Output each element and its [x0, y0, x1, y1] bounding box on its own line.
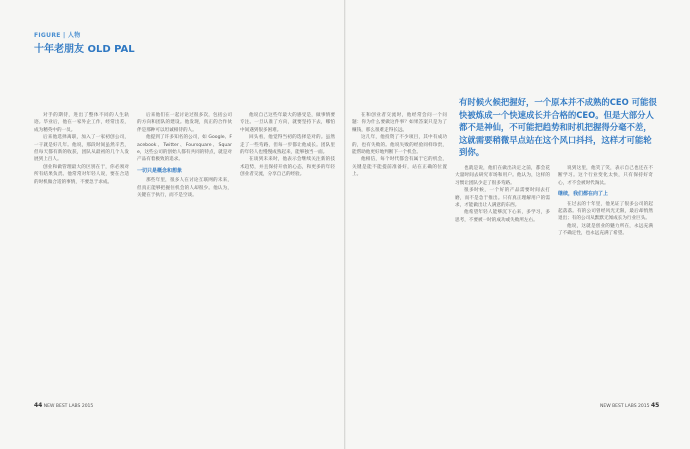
- paragraph: 后来他们在一起讨论过很多次，包括公司的方向和团队的建设。他发现，真正的合作伙伴是那种可以坦诚相待的人。: [137, 113, 232, 133]
- pull-quote: 有时候火候把握好，一个原本并不成熟的CEO 可能很快被炼成一个快速成长并合格的CEO。但是大部分人都不是神仙，不可能把趋势和时机把握得分毫不差，这就需要稍微早点站在这个风口抖抖，这样才可能轮到你。: [459, 97, 657, 157]
- paragraph: 后来他选择离职，加入了一家初创公司，一干就是好几年。他说，那段时间虽然辛苦，但每天都有新的收获，团队从最初的几个人发展到上百人。: [34, 135, 129, 163]
- right-footer: [600, 402, 659, 414]
- left-column-1: [34, 112, 129, 397]
- left-footer: [34, 402, 93, 414]
- paragraph: 他相信，每个时代都会有属于它的机会，关键是能不能提前准备好，站在正确的位置上。: [352, 157, 447, 178]
- left-column-3: [240, 112, 335, 397]
- footer-info: NEW BEST LABS 2015: [600, 404, 650, 409]
- paragraph: 对手的期待，进出了整体不同的人生轨迹。毕业后，他在一家外企工作，经常出差，成为精英中的一员。: [34, 113, 129, 133]
- paragraph: 他提到了许多知名的公司，如 Google、Facebook、Twitter、Foursquare、Square，这些公司的创始人都有共同的特点，就是对产品有着极致的追求。: [137, 135, 232, 163]
- left-column-2: [137, 112, 232, 397]
- section-heading: 一切只是概念和想象: [137, 167, 183, 174]
- section-tag: FIGURE | 人物: [34, 32, 81, 39]
- paragraph: 那些年里，很多人在讨论互联网的未来，但真正能够把握住机会的人却很少。他认为，关键在于执行，而不是空谈。: [137, 178, 232, 199]
- paragraph: 回头看，他觉得当初的选择是对的。虽然走了一些弯路，但每一步都让他成长。团队里的年轻人也慢慢成熟起来，能够独当一面。: [240, 135, 335, 156]
- paragraph: 在和创业者交流时，他经常会问一个问题：你为什么要做这件事？如果答案只是为了赚钱，那么很难走得长远。: [352, 113, 447, 133]
- footer-info: NEW BEST LABS 2015: [43, 404, 94, 409]
- section-heading: 继续，我们都在向了上: [558, 191, 609, 198]
- paragraph: 这几年，他投资了不少项目，其中有成功的，也有失败的。他说失败的经验同样珍贵，能帮助他更好地判断下一个机会。: [352, 135, 447, 156]
- right-column-1: [352, 112, 447, 397]
- paragraph: 他说自己这些年最大的感受是，做事情要专注。一旦认准了方向，就要坚持下去，哪怕中间遇到很多困难。: [240, 113, 335, 133]
- right-column-2: [455, 165, 550, 397]
- page-fold: [344, 0, 346, 449]
- paragraph: 创业和做管理最大的区别在于，你必须对所有结果负责。他常常对年轻人说，要在合适的时机做合适的事情，不要急于求成。: [34, 164, 129, 185]
- paragraph: 在谈到未来时，他表示会继续关注新的技术趋势，并且保持开放的心态，和更多的年轻创业者交流，分享自己的经验。: [240, 157, 335, 178]
- page-number: 45: [650, 402, 660, 409]
- paragraph: 在过去的十年里，他见证了很多公司的起起落落。有的公司曾经风光无限，最后却悄然退出；有的公司从默默无闻成长为行业巨头。: [558, 201, 653, 222]
- article-title: 十年老朋友 OLD PAL: [34, 44, 135, 55]
- paragraph: 也就是说，他们在做出决定之前，都会花大量时间去研究市场和用户。他认为，这样的习惯让团队少走了很多弯路。: [455, 166, 550, 186]
- right-column-3: [558, 165, 653, 397]
- page-number: 44: [34, 402, 43, 409]
- paragraph: 他希望年轻人能够沉下心来，多学习，多思考，不要被一时的成功或失败所左右。: [455, 210, 550, 223]
- paragraph: 说到这里，他笑了笑，表示自己也还在不断学习。这个行业变化太快，只有保持好奇心，才不会被时代淘汰。: [558, 166, 653, 186]
- paragraph: 他说，这就是创业的魅力所在，永远充满了不确定性，也永远充满了希望。: [558, 223, 653, 237]
- paragraph: 很多时候，一个好的产品需要时间去打磨，而不是急于推出。只有真正理解用户的需求，才能做出让人满意的东西。: [455, 188, 550, 209]
